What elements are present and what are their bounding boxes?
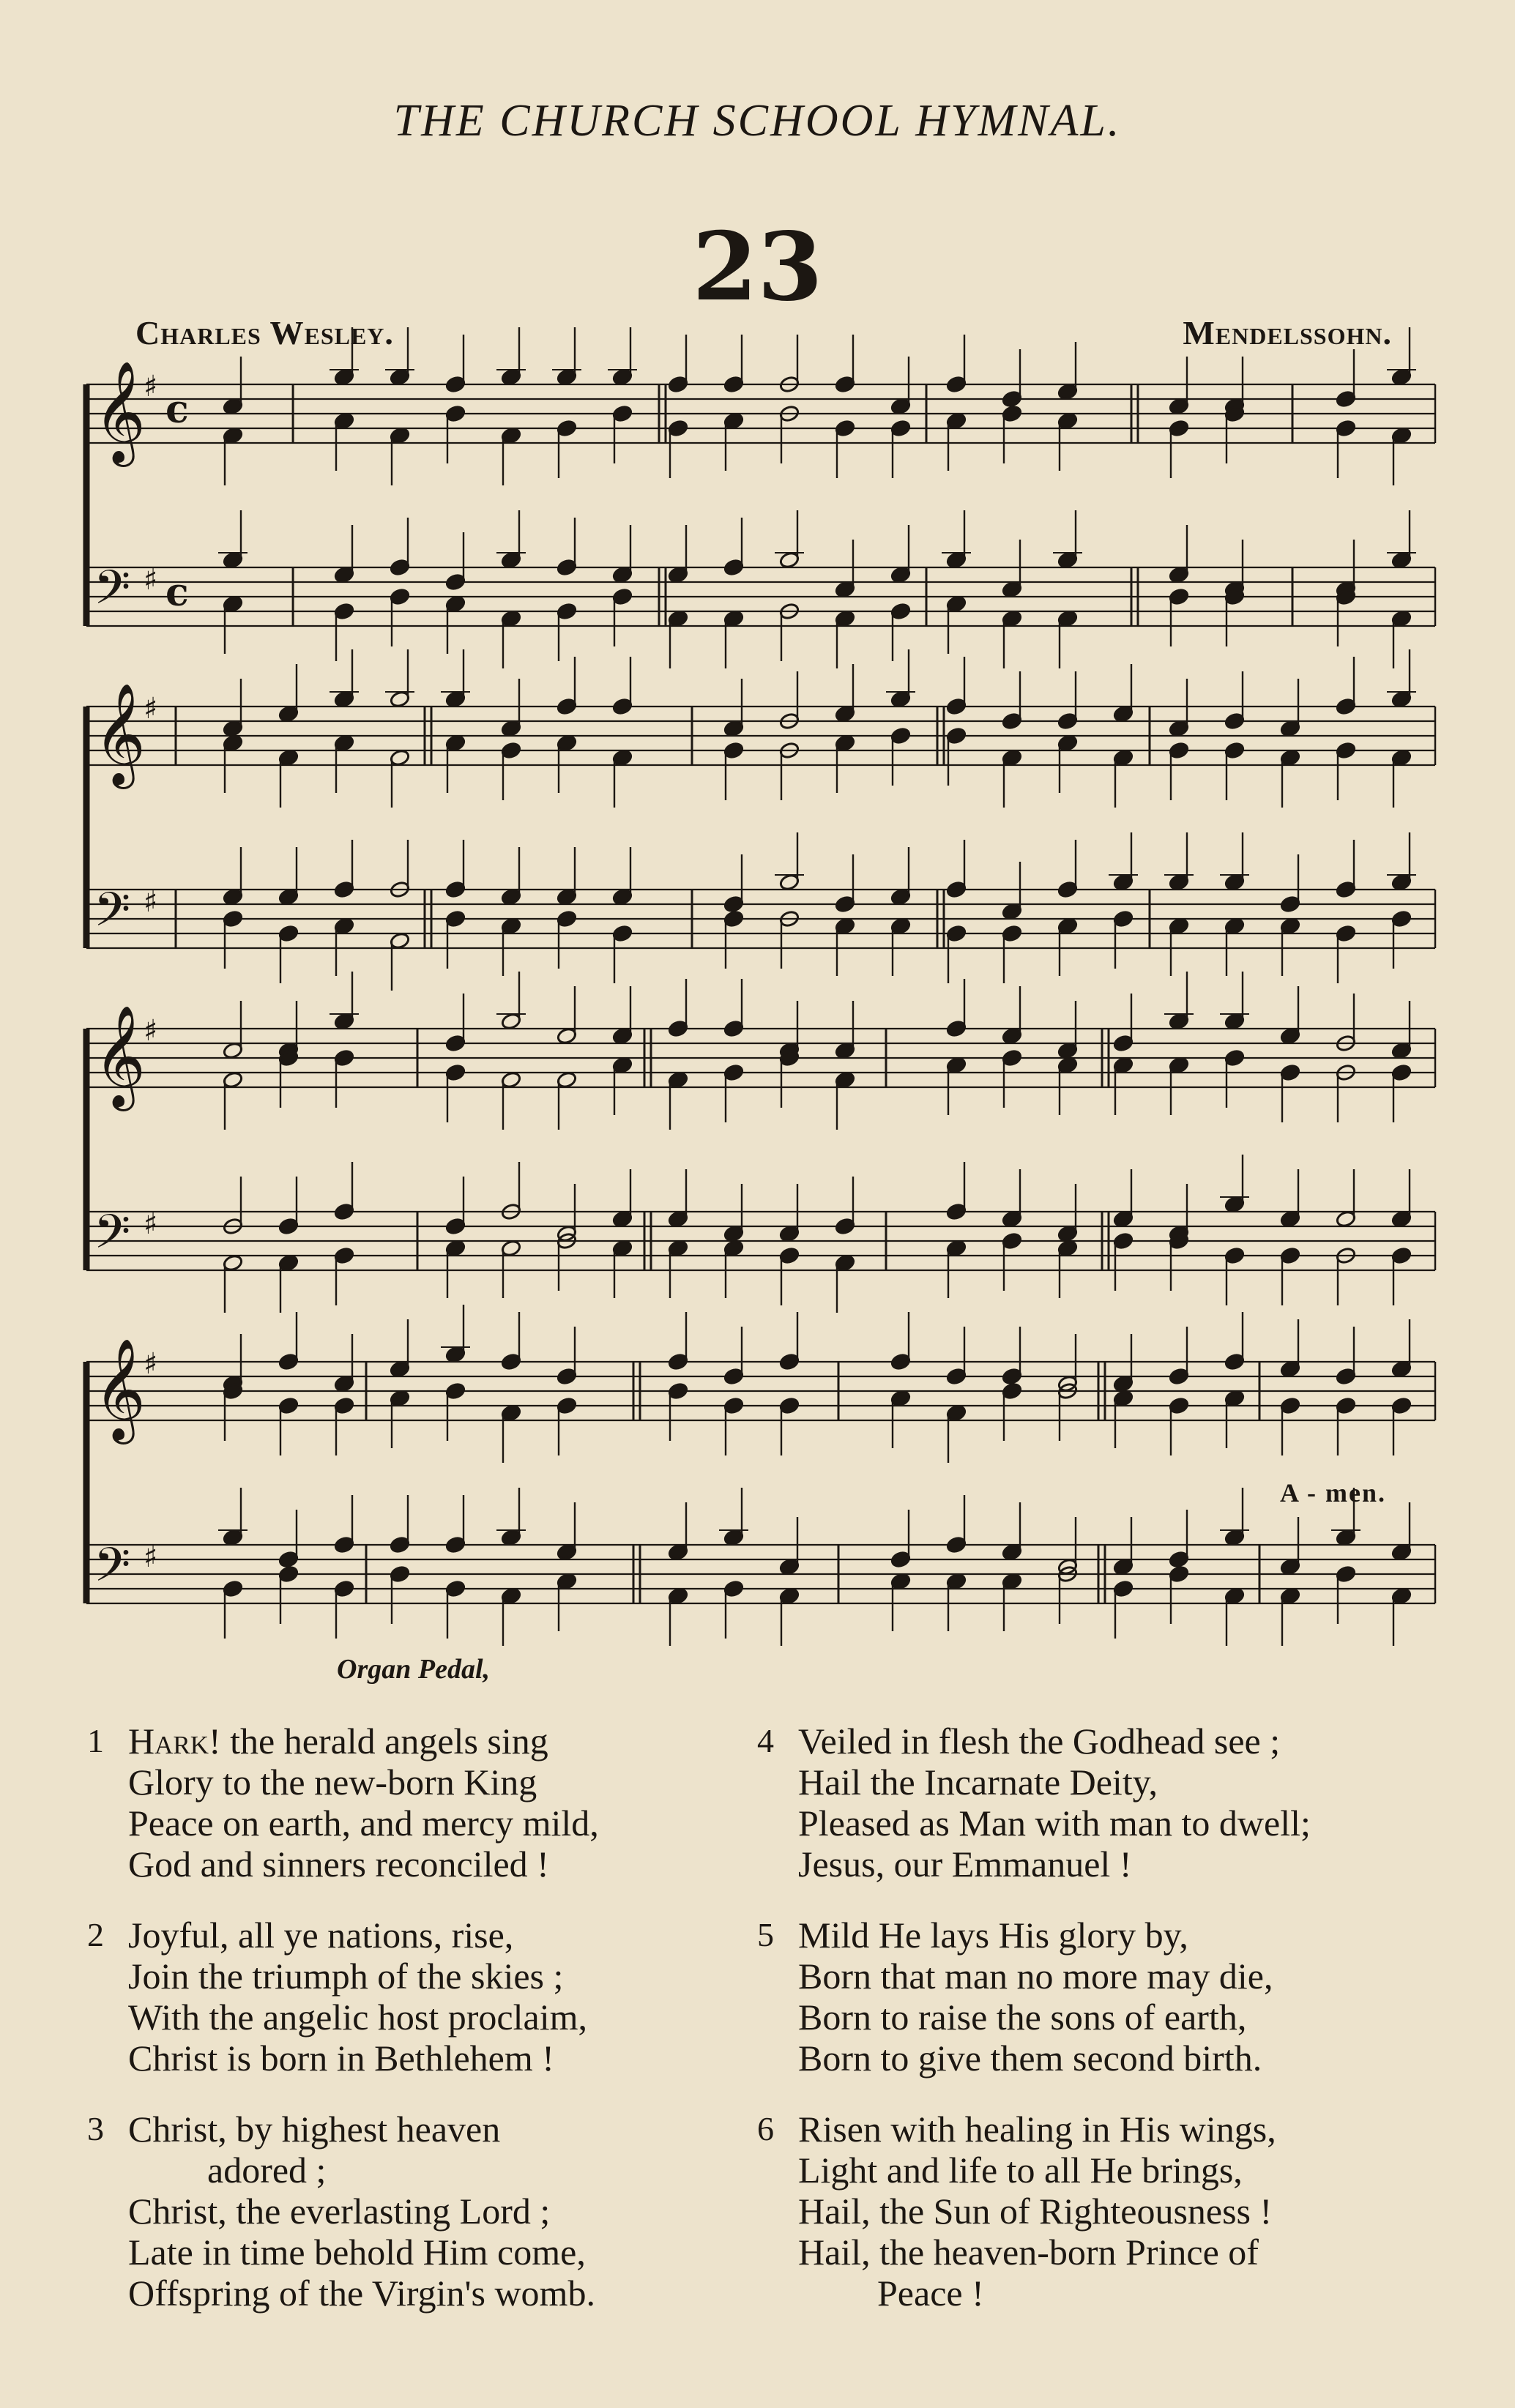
key-signature-sharp: ♯ [144,1207,158,1241]
verse-line: Veiled in flesh the Godhead see ; [798,1721,1281,1762]
time-signature: c [165,570,189,615]
bass-clef: 𝄢 [94,561,131,627]
hymn-number: 23 [692,212,823,322]
key-signature-sharp: ♯ [144,1347,158,1381]
verse-6 [757,2109,1276,2314]
amen-lyric: A - men. [1280,1478,1386,1507]
verse-line: Late in time behold Him come, [128,2232,586,2273]
verse-line: adored ; [207,2150,327,2191]
verse-3 [87,2109,595,2314]
treble-clef: 𝄞 [94,683,146,785]
verse-5 [757,1915,1273,2079]
verse-2 [87,1915,587,2079]
verse-line: Born that man no more may die, [798,1956,1273,1997]
verse-first-word: Hark [128,1721,209,1762]
verse-line: Christ, by highest heaven [128,2109,501,2150]
time-signature: c [165,387,189,432]
composer-credit: Mendelssohn. [1183,314,1392,351]
verse-line: Jesus, our Emmanuel ! [798,1844,1132,1885]
bass-clef: 𝄢 [94,1205,131,1271]
key-signature-sharp: ♯ [144,370,158,403]
verse-line: Born to give them second birth. [798,2038,1262,2079]
treble-clef: 𝄞 [94,1005,146,1107]
bass-clef: 𝄢 [94,1538,131,1604]
verse-number: 5 [757,1916,774,1953]
treble-clef: 𝄞 [94,1338,146,1440]
verse-line: Join the triumph of the skies ; [128,1956,564,1997]
verse-line: Hail, the heaven-born Prince of [798,2232,1259,2273]
verse-line: Peace ! [877,2273,984,2314]
verse-line: With the angelic host proclaim, [128,1997,587,2038]
verse-line: Mild He lays His glory by, [798,1915,1188,1956]
verse-1 [87,1721,599,1885]
organ-pedal-marking: Organ Pedal, [337,1654,490,1685]
verse-line: Joyful, all ye nations, rise, [128,1915,514,1956]
key-signature-sharp: ♯ [144,1014,158,1048]
verse-line: ! the herald angels sing [209,1721,548,1762]
verse-number: 4 [757,1722,774,1759]
verse-line: Offspring of the Virgin's womb. [128,2273,595,2314]
verse-line: Christ is born in Bethlehem ! [128,2038,554,2079]
verse-line: Peace on earth, and mercy mild, [128,1803,599,1844]
verse-line: Light and life to all He brings, [798,2150,1243,2191]
author-credit: Charles Wesley. [135,314,394,351]
verse-number: 6 [757,2110,774,2147]
verse-number: 3 [87,2110,104,2147]
running-head: THE CHURCH SCHOOL HYMNAL. [393,96,1122,146]
verse-number: 2 [87,1916,104,1953]
verse-number: 1 [87,1722,104,1759]
verses [0,1721,1515,2365]
verse-line: Pleased as Man with man to dwell; [798,1803,1311,1844]
verse-line: Hail the Incarnate Deity, [798,1762,1158,1803]
bass-clef: 𝄢 [94,883,131,949]
verse-line: Christ, the everlasting Lord ; [128,2191,551,2232]
key-signature-sharp: ♯ [144,1540,158,1574]
verse-line: Glory to the new-born King [128,1762,537,1803]
treble-clef: 𝄞 [94,361,146,463]
verse-4 [757,1721,1311,1885]
key-signature-sharp: ♯ [144,885,158,919]
verse-line: God and sinners reconciled ! [128,1844,549,1885]
verse-line: Born to raise the sons of earth, [798,1997,1247,2038]
verse-line: Risen with healing in His wings, [798,2109,1276,2150]
key-signature-sharp: ♯ [144,563,158,597]
verse-line: Hail, the Sun of Righteousness ! [798,2191,1273,2232]
key-signature-sharp: ♯ [144,692,158,726]
